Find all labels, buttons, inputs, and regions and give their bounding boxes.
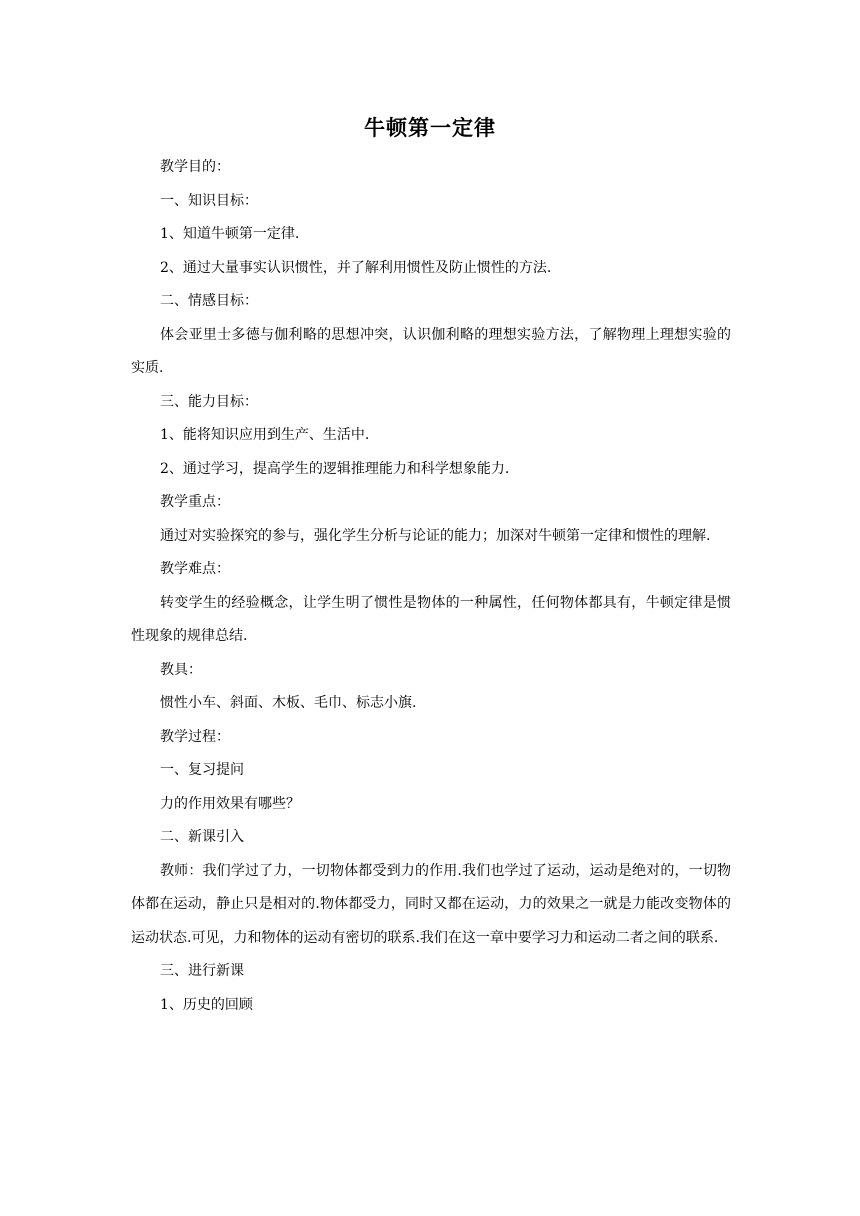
paragraph: 一、复习提问 (160, 762, 244, 778)
paragraph: 教具： (160, 661, 202, 678)
paragraph: 2、通过学习，提高学生的逻辑推理能力和科学想象能力. (160, 460, 510, 477)
paragraph: 惯性小车、斜面、木板、毛巾、标志小旗. (160, 695, 417, 711)
paragraph: 体会亚里士多德与伽利略的思想冲突，认识伽利略的理想实验方法，了解物理上理想实验的实质. (131, 326, 731, 376)
paragraph: 2、通过大量事实认识惯性，并了解利用惯性及防止惯性的方法. (160, 259, 552, 276)
paragraph: 二、新课引入 (160, 829, 244, 845)
paragraph: 转变学生的经验概念，让学生明了惯性是物体的一种属性，任何物体都具有，牛顿定律是惯性现象的规律总结. (131, 594, 731, 644)
paragraph: 教学重点： (160, 494, 230, 510)
paragraph: 二、情感目标： (160, 293, 258, 309)
paragraph: 力的作用效果有哪些？ (160, 795, 300, 812)
paragraph: 教学过程： (160, 728, 230, 745)
paragraph: 三、能力目标： (160, 393, 258, 410)
paragraph: 1、能将知识应用到生产、生活中. (160, 427, 370, 443)
paragraph: 教学难点： (160, 561, 230, 577)
paragraph: 教学目的： (160, 159, 230, 175)
paragraph: 通过对实验探究的参与，强化学生分析与论证的能力；加深对牛顿第一定律和惯性的理解. (160, 527, 711, 544)
paragraph: 1、知道牛顿第一定律. (160, 226, 300, 242)
document-title: 牛顿第一定律 (364, 116, 496, 140)
paragraph: 教师：我们学过了力，一切物体都受到力的作用.我们也学过了运动，运动是绝对的，一切物体都在运动，静止只是相对的.物体都受力，同时又都在运动，力的效果之一就是力能改变物体的运动状态.可见，力和物体的运动有密切的联系.我们在这一章中要学习力和运动二者之间的联系. (131, 862, 731, 946)
document-body (131, 151, 731, 1022)
paragraph: 三、进行新课 (160, 963, 244, 979)
paragraph: 1、历史的回顾 (160, 996, 253, 1013)
paragraph: 一、知识目标： (160, 192, 258, 209)
